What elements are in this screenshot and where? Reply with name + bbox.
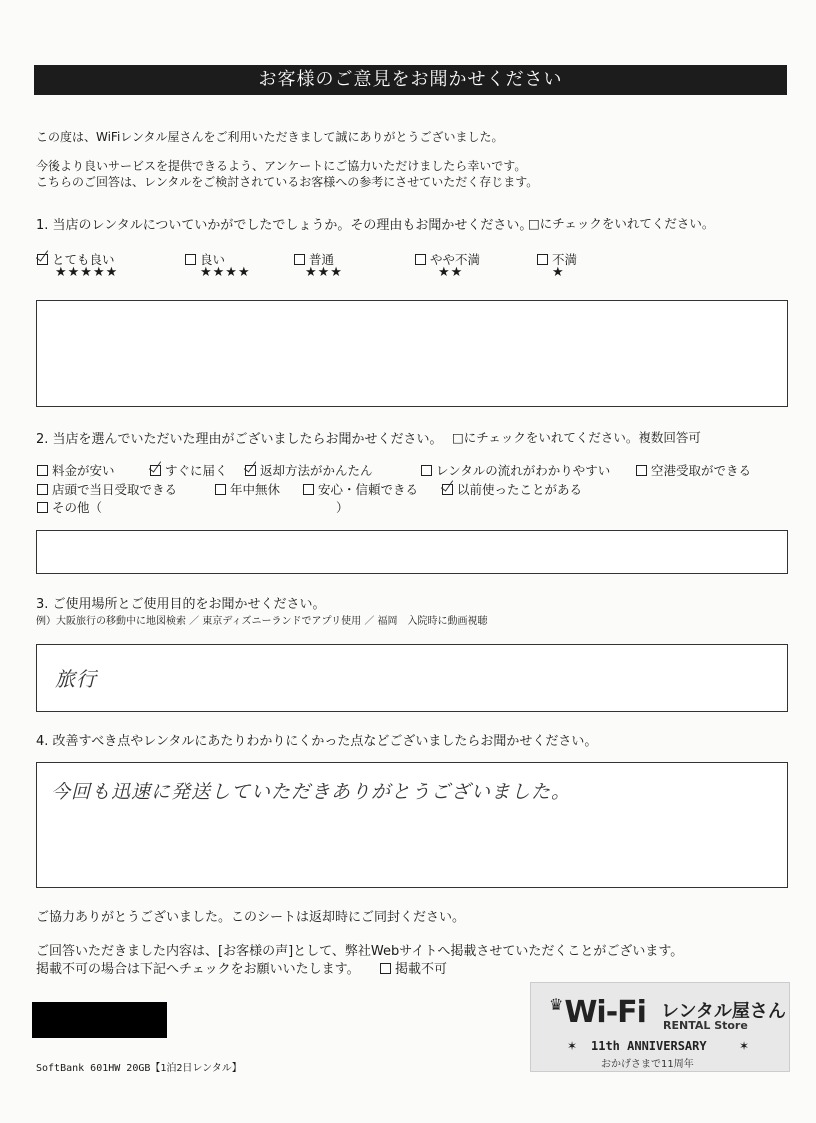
q2-answer-box[interactable] (36, 530, 788, 574)
publish-opt-out-note: 掲載不可の場合は下記へチェックをお願いいたします。 (36, 962, 360, 977)
publish-opt-out-checkbox[interactable]: 掲載不可 (380, 958, 447, 977)
q2-option-easy-return[interactable]: 返却方法がかんたん (245, 461, 373, 479)
logo-thanks: おかげさまで11周年 (601, 1059, 694, 1070)
q4-answer-box[interactable] (36, 762, 788, 888)
q1-option-very-good[interactable]: とても良い (37, 250, 115, 268)
checkbox-icon[interactable] (442, 484, 453, 495)
q2-option-other[interactable]: その他（ (37, 498, 102, 516)
checkbox-icon[interactable] (37, 465, 48, 476)
checkbox-icon[interactable] (421, 465, 432, 476)
checkbox-icon[interactable] (37, 502, 48, 513)
q1-option-good[interactable]: 良い (185, 250, 225, 268)
q1-question: 1. 当店のレンタルについていかがでしたでしょうか。その理由もお聞かせください。 (36, 218, 533, 233)
rental-model: SoftBank 601HW 20GB【1泊2日レンタル】 (36, 1063, 242, 1074)
q1-stars-5: ★★★★★ (55, 265, 119, 280)
logo-jp: レンタル屋さん (661, 1001, 786, 1022)
q2-option-same-day-pickup[interactable]: 店頭で当日受取できる (37, 480, 177, 498)
q1-stars-3: ★★★ (305, 265, 343, 280)
checkbox-icon[interactable] (215, 484, 226, 495)
page-title: お客様のご意見をお聞かせください (34, 65, 787, 95)
q3-question: 3. ご使用場所とご使用目的をお聞かせください。 (36, 597, 326, 612)
q3-answer: 旅行 (55, 667, 97, 691)
checkbox-icon[interactable] (636, 465, 647, 476)
checkbox-icon[interactable] (537, 254, 548, 265)
q1-stars-2: ★★ (438, 265, 464, 280)
star-burst-icon: ✶ (567, 1039, 578, 1053)
q2-option-cheap[interactable]: 料金が安い (37, 461, 115, 479)
q2-other-close: ） (336, 500, 349, 515)
q2-instruction: □にチェックをいれてください。複数回答可 (452, 430, 701, 445)
intro-line-2: 今後より良いサービスを提供できるよう、アンケートにご協力いただけましたら幸いです。 (36, 159, 527, 173)
q1-answer-box[interactable] (36, 300, 788, 407)
q1-instruction: □にチェックをいれてください。 (528, 216, 715, 231)
intro-line-1: この度は、WiFiレンタル屋さんをご利用いただきまして誠にありがとうございました。 (36, 130, 504, 144)
thanks-note: ご協力ありがとうございました。このシートは返却時にご同封ください。 (36, 910, 466, 925)
q1-stars-4: ★★★★ (200, 265, 251, 280)
q2-option-used-before[interactable]: 以前使ったことがある (442, 480, 582, 498)
q4-question: 4. 改善すべき点やレンタルにあたりわかりにくかった点などございましたらお聞かせください。 (36, 734, 598, 749)
logo-en: RENTAL Store (663, 1019, 748, 1032)
redaction-block (32, 1002, 167, 1038)
company-logo (530, 982, 790, 1072)
q1-option-somewhat-dissatisfied[interactable]: やや不満 (415, 250, 480, 268)
q2-option-clear-flow[interactable]: レンタルの流れがわかりやすい (421, 461, 610, 479)
checkbox-icon[interactable] (37, 484, 48, 495)
logo-anniversary: 11th ANNIVERSARY (591, 1039, 707, 1053)
checkbox-icon[interactable] (37, 254, 48, 265)
checkbox-icon[interactable] (415, 254, 426, 265)
q1-option-dissatisfied[interactable]: 不満 (537, 250, 577, 268)
crown-icon: ♛ (549, 995, 563, 1014)
logo-wifi: ♛Wi-Fi (549, 995, 646, 1030)
checkbox-icon[interactable] (303, 484, 314, 495)
q3-answer-box[interactable] (36, 644, 788, 712)
q3-example: 例）大阪旅行の移動中に地図検索 ／ 東京ディズニーランドでアプリ使用 ／ 福岡 入院時に動画視聴 (36, 616, 488, 627)
checkbox-icon[interactable] (245, 465, 256, 476)
q4-answer: 今回も迅速に発送していただきありがとうございました。 (51, 781, 572, 803)
q2-option-trustworthy[interactable]: 安心・信頼できる (303, 480, 418, 498)
intro-line-3: こちらのご回答は、レンタルをご検討されているお客様への参考にさせていただく存じます。 (36, 175, 539, 189)
q2-option-open-all-year[interactable]: 年中無休 (215, 480, 280, 498)
checkbox-icon[interactable] (185, 254, 196, 265)
publish-note: ご回答いただきました内容は、[お客様の声]として、弊社Webサイトへ掲載させていただくことがございます。 (36, 944, 684, 959)
star-burst-icon: ✶ (739, 1039, 750, 1053)
q2-option-fast-delivery[interactable]: すぐに届く (150, 461, 228, 479)
checkbox-icon[interactable] (150, 465, 161, 476)
q2-option-airport[interactable]: 空港受取ができる (636, 461, 751, 479)
checkbox-icon[interactable] (380, 963, 391, 974)
q1-stars-1: ★ (552, 265, 565, 280)
checkbox-icon[interactable] (294, 254, 305, 265)
q1-option-normal[interactable]: 普通 (294, 250, 334, 268)
q2-question: 2. 当店を選んでいただいた理由がございましたらお聞かせください。 (36, 432, 443, 447)
